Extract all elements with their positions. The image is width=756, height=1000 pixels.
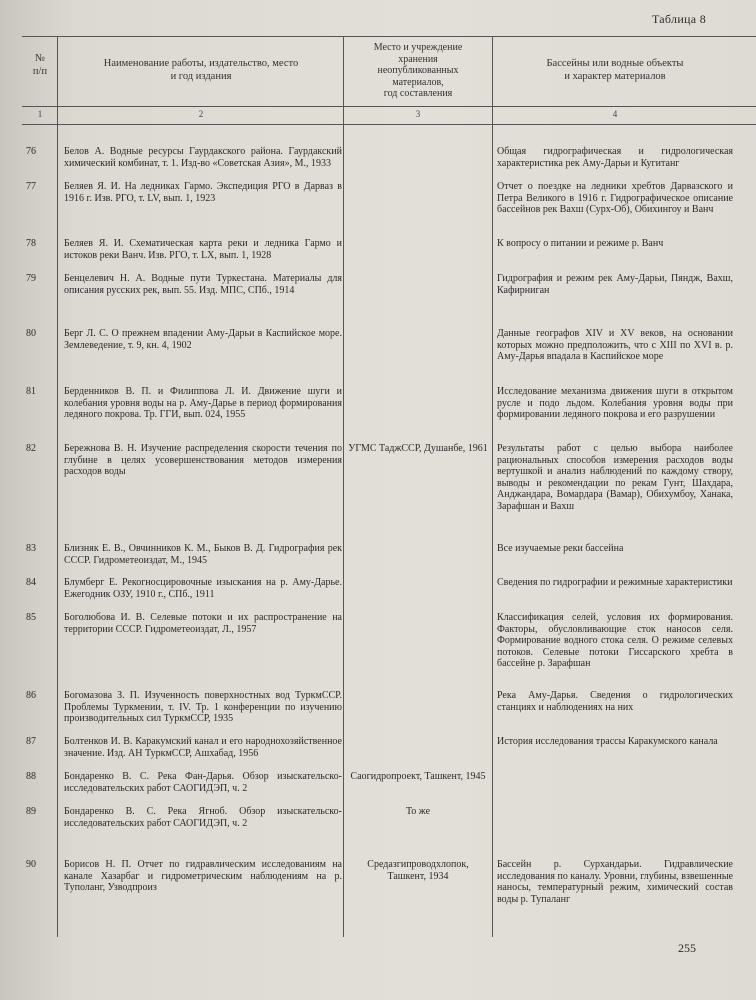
- row-number: 86: [26, 690, 36, 701]
- row-description: Гидрография и режим рек Аму-Дарьи, Пяндж, Вахш, Кафирниган: [497, 273, 733, 296]
- row-description: Отчет о поездке на ледники хребтов Дарвазского и Петра Великого в 1916 г. Гидрографическое описание бассейнов рек Вахш (Сурх-Об), Обихингоу и Ванч: [497, 181, 733, 216]
- header-top-rule: [22, 36, 756, 37]
- column-divider-2: [343, 36, 344, 937]
- row-number: 87: [26, 736, 36, 747]
- header-num: № п/п: [32, 53, 48, 77]
- row-title: Богомазова З. П. Изученность поверхностных вод ТуркмССР. Проблемы Туркмении, т. IV. Тр. 1 конференции по изучению производительных сил ТуркмССР, 1935: [64, 690, 342, 725]
- row-title: Близняк Е. В., Овчинников К. М., Быков В. Д. Гидрография рек СССР. Гидрометеоиздат, М., 1945: [64, 543, 342, 566]
- row-description: Сведения по гидрографии и режимные характеристики: [497, 577, 733, 588]
- column-number-1: 1: [37, 109, 43, 119]
- row-title: Белов А. Водные ресурсы Гаурдакского района. Гаурдакский химический комбинат, т. 1. Изд-во «Советская Азия», М., 1933: [64, 146, 342, 169]
- row-title: Блумберг Е. Рекогносцировочные изыскания на р. Аму-Дарье. Ежегодник ОЗУ, 1910 г., СПб., 1911: [64, 577, 342, 600]
- column-divider-3: [492, 36, 493, 937]
- row-title: Боголюбова И. В. Селевые потоки и их распространение на территории СССР. Гидрометеоиздат, Л., 1957: [64, 612, 342, 635]
- row-description: К вопросу о питании и режиме р. Ванч: [497, 238, 664, 249]
- row-title: Берг Л. С. О прежнем впадении Аму-Дарьи в Каспийское море. Землеведение, т. 9, кн. 4, 1902: [64, 328, 342, 351]
- row-title: Беляев Я. И. На ледниках Гармо. Экспедиция РГО в Дарваз в 1916 г. Изв. РГО, т. LV, вып. 1, 1923: [64, 181, 342, 204]
- header-desc: Бассейны или водные объекты и характер материалов: [546, 58, 684, 82]
- row-number: 82: [26, 443, 36, 454]
- header-place: Место и учреждение хранения неопубликованных материалов, год составления: [373, 42, 463, 99]
- row-place: Средазгипроводхлопок, Ташкент, 1934: [367, 859, 469, 882]
- row-place: Саогидропроект, Ташкент, 1945: [350, 771, 486, 782]
- column-number-3: 3: [415, 109, 421, 119]
- header-title: Наименование работы, издательство, место и год издания: [103, 58, 299, 82]
- row-description: Река Аму-Дарья. Сведения о гидрологических станциях и наблюдениях на них: [497, 690, 733, 713]
- row-number: 78: [26, 238, 36, 249]
- row-number: 85: [26, 612, 36, 623]
- row-number: 84: [26, 577, 36, 588]
- row-number: 89: [26, 806, 36, 817]
- row-description: Данные географов XIV и XV веков, на основании которых можно предположить, что с XIII по XVI в. р. Аму-Дарья впадала в Каспийское море: [497, 328, 733, 363]
- row-number: 90: [26, 859, 36, 870]
- row-title: Бондаренко В. С. Река Ягноб. Обзор изыскательско-исследовательских работ САОГИДЭП, ч. 2: [64, 806, 342, 829]
- row-title: Борисов Н. П. Отчет по гидравлическим исследованиям на канале Хазарбаг и гидрометрическим наблюдениям на р. Туполанг, Узводпроиз: [64, 859, 342, 894]
- column-divider-1: [57, 36, 58, 937]
- row-description: Результаты работ с целью выбора наиболее рациональных способов измерения расходов воды вертушкой и анализ наблюдений по каждому створу, выводы и рекомендации по рекам Гунт, Шахдара, Анджандара, Вомардара (Вамар), Обихумбоу, Ханака, Зарафшан и Вахш: [497, 443, 733, 512]
- row-number: 77: [26, 181, 36, 192]
- row-number: 88: [26, 771, 36, 782]
- row-title: Болтенков И. В. Каракумский канал и его народнохозяйственное значение. Изд. АН ТуркмССР, Ашхабад, 1956: [64, 736, 342, 759]
- row-number: 83: [26, 543, 36, 554]
- row-title: Бенцелевич Н. А. Водные пути Туркестана. Материалы для описания русских рек, вып. 55. Изд. МПС, СПб., 1914: [64, 273, 342, 296]
- row-description: Исследование механизма движения шуги в открытом русле и подо льдом. Колебания уровня воды при формировании ледяного покрова и его разрушении: [497, 386, 733, 421]
- column-number-rule: [22, 124, 756, 125]
- row-title: Бережнова В. Н. Изучение распределения скорости течения по глубине в целях усовершенствования методов измерения расходов воды: [64, 443, 342, 478]
- row-description: Бассейн р. Сурхандарьи. Гидравлические исследования по каналу. Уровни, глубины, взвешенные наносы, температурный режим, химический состав воды р. Тупаланг: [497, 859, 733, 905]
- column-number-4: 4: [612, 109, 618, 119]
- row-title: Берденников В. П. и Филиппова Л. И. Движение шуги и колебания уровня воды на р. Аму-Дарье в период формирования ледяного покрова. Тр. ГГИ, вып. 024, 1955: [64, 386, 342, 421]
- row-place: То же: [405, 806, 431, 817]
- row-description: Общая гидрографическая и гидрологическая характеристика рек Аму-Дарьи и Кугитанг: [497, 146, 733, 169]
- row-title: Беляев Я. И. Схематическая карта реки и ледника Гармо и истоков реки Ванч. Изв. РГО, т. LX, вып. 1, 1928: [64, 238, 342, 261]
- header-bottom-rule: [22, 106, 756, 107]
- row-title: Бондаренко В. С. Река Фан-Дарья. Обзор изыскательско-исследовательских работ САОГИДЭП, ч. 2: [64, 771, 342, 794]
- page-number: 255: [678, 941, 696, 955]
- row-number: 79: [26, 273, 36, 284]
- table-label: Таблица 8: [651, 12, 706, 26]
- row-place: УГМС ТаджССР, Душанбе, 1961: [348, 443, 488, 454]
- row-description: Все изучаемые реки бассейна: [497, 543, 624, 554]
- row-number: 76: [26, 146, 36, 157]
- row-number: 80: [26, 328, 36, 339]
- row-description: История исследования трассы Каракумского канала: [497, 736, 718, 747]
- column-number-2: 2: [198, 109, 204, 119]
- row-description: Классификация селей, условия их формирования. Факторы, обусловливающие сток наносов селя. Формирование водного стока селя. О режиме селевых потоков. Селевые потоки Гиссарского хребта в бассейне р. Зарафшан: [497, 612, 733, 670]
- row-number: 81: [26, 386, 36, 397]
